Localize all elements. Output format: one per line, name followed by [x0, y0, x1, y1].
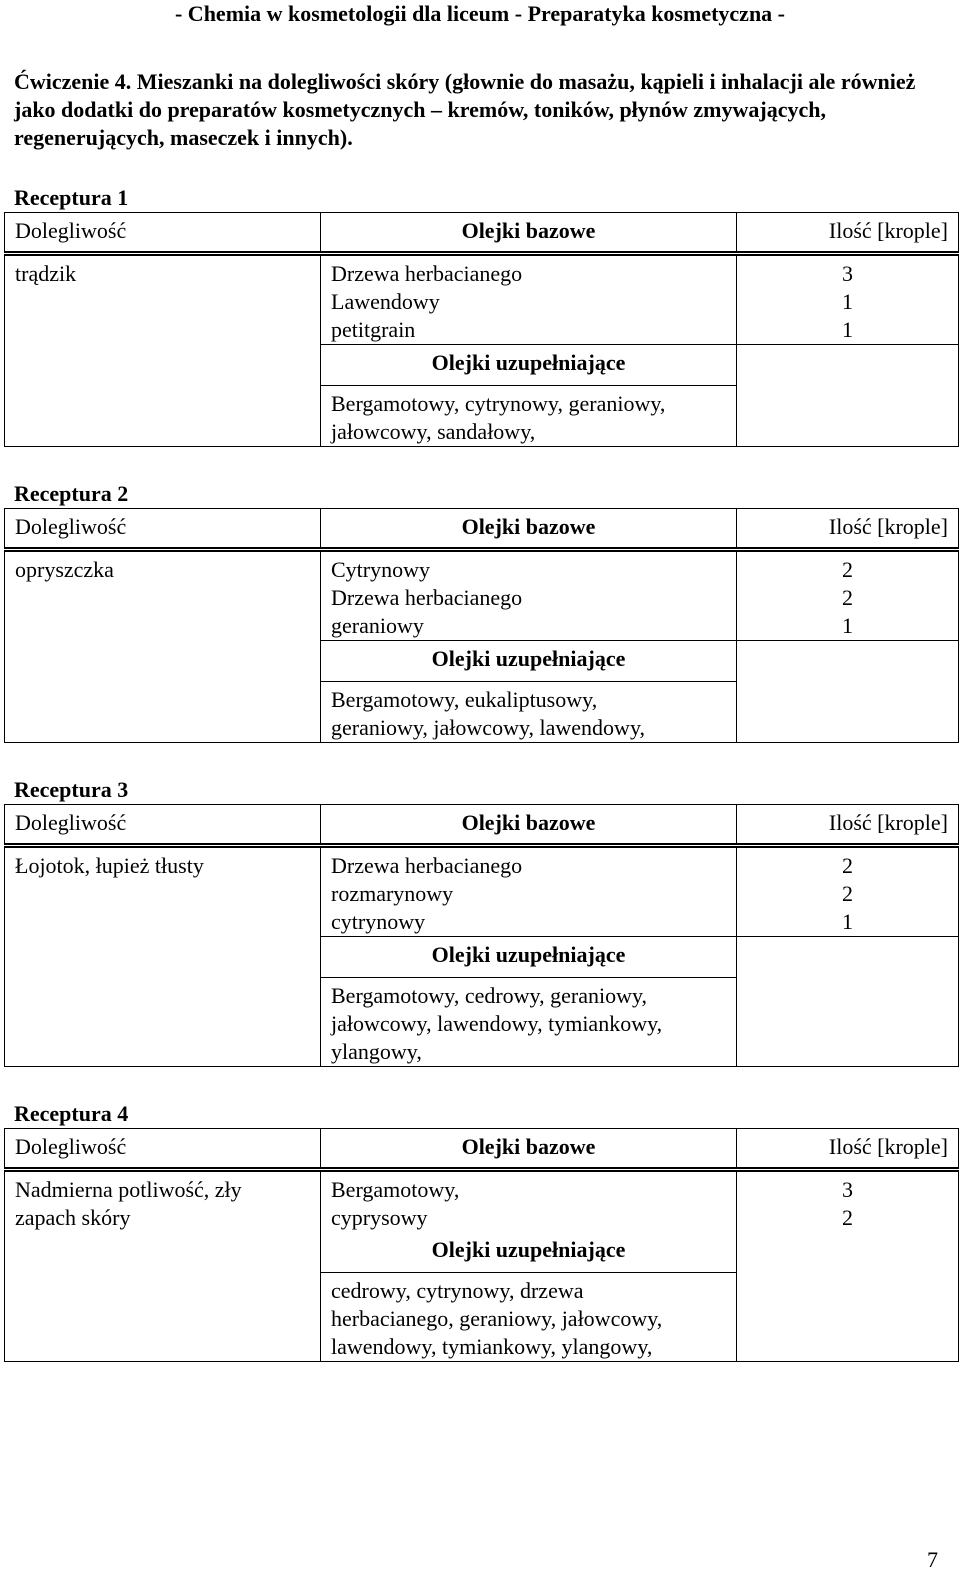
col-ailment-header: Dolegliwość: [5, 1129, 321, 1170]
col-base-oils-header: Olejki bazowe: [321, 805, 737, 846]
supplementary-oils-cell: Bergamotowy, cedrowy, geraniowy, jałowcowy, lawendowy, tymiankowy, ylangowy,: [321, 978, 737, 1067]
recipe-title: Receptura 4: [14, 1101, 129, 1126]
base-oils-cell: Drzewa herbacianego rozmarynowy cytrynowy: [321, 846, 737, 937]
drops-empty-cell: [737, 641, 959, 743]
base-oils-cell: Bergamotowy, cyprysowy Olejki uzupełniające: [321, 1170, 737, 1273]
recipe-title: Receptura 3: [14, 777, 129, 802]
recipe-title: Receptura 1: [14, 185, 129, 210]
ailment-cell: trądzik: [5, 254, 321, 447]
recipe-title: Receptura 2: [14, 481, 129, 506]
supplementary-oils-cell: Bergamotowy, cytrynowy, geraniowy, jałowcowy, sandałowy,: [321, 386, 737, 447]
ailment-cell: Nadmierna potliwość, zły zapach skóry: [5, 1170, 321, 1362]
recipe-table: [4, 1128, 959, 1362]
col-drops-header: Ilość [krople]: [737, 1129, 959, 1170]
drops-cell: 2 2 1: [737, 846, 959, 937]
supplementary-header: Olejki uzupełniające: [321, 345, 737, 386]
drops-empty-cell: [737, 345, 959, 447]
col-base-oils-header: Olejki bazowe: [321, 213, 737, 254]
col-drops-header: Ilość [krople]: [737, 805, 959, 846]
col-base-oils-header: Olejki bazowe: [321, 1129, 737, 1170]
base-oils-cell: Drzewa herbacianego Lawendowy petitgrain: [321, 254, 737, 345]
recipe-table: [4, 804, 959, 1067]
col-ailment-header: Dolegliwość: [5, 213, 321, 254]
supplementary-header: Olejki uzupełniające: [321, 641, 737, 682]
exercise-intro: Ćwiczenie 4. Mieszanki na dolegliwości skóry (głownie do masażu, kąpieli i inhalacji ale również jako dodatki do preparatów kosmetycznych – kremów, toników, płynów zmywających, regenerujących, maseczek i innych).: [14, 69, 916, 150]
col-drops-header: Ilość [krople]: [737, 213, 959, 254]
drops-cell: 3 2: [737, 1170, 959, 1362]
drops-cell: 3 1 1: [737, 254, 959, 345]
drops-empty-cell: [737, 937, 959, 1067]
page-number: 7: [927, 1547, 938, 1572]
col-ailment-header: Dolegliwość: [5, 805, 321, 846]
recipe-table: [4, 212, 959, 447]
page-header: - Chemia w kosmetologii dla liceum - Preparatyka kosmetyczna -: [174, 1, 786, 26]
col-drops-header: Ilość [krople]: [737, 509, 959, 550]
supplementary-header: Olejki uzupełniające: [431, 1237, 626, 1262]
recipe-table: [4, 508, 959, 743]
ailment-cell: Łojotok, łupież tłusty: [5, 846, 321, 1067]
col-ailment-header: Dolegliwość: [5, 509, 321, 550]
supplementary-oils-cell: Bergamotowy, eukaliptusowy, geraniowy, jałowcowy, lawendowy,: [321, 682, 737, 743]
ailment-cell: opryszczka: [5, 550, 321, 743]
col-base-oils-header: Olejki bazowe: [321, 509, 737, 550]
base-oils-cell: Cytrynowy Drzewa herbacianego geraniowy: [321, 550, 737, 641]
supplementary-oils-cell: cedrowy, cytrynowy, drzewa herbacianego, geraniowy, jałowcowy, lawendowy, tymiankowy, ylangowy,: [321, 1273, 737, 1362]
supplementary-header: Olejki uzupełniające: [321, 937, 737, 978]
drops-cell: 2 2 1: [737, 550, 959, 641]
